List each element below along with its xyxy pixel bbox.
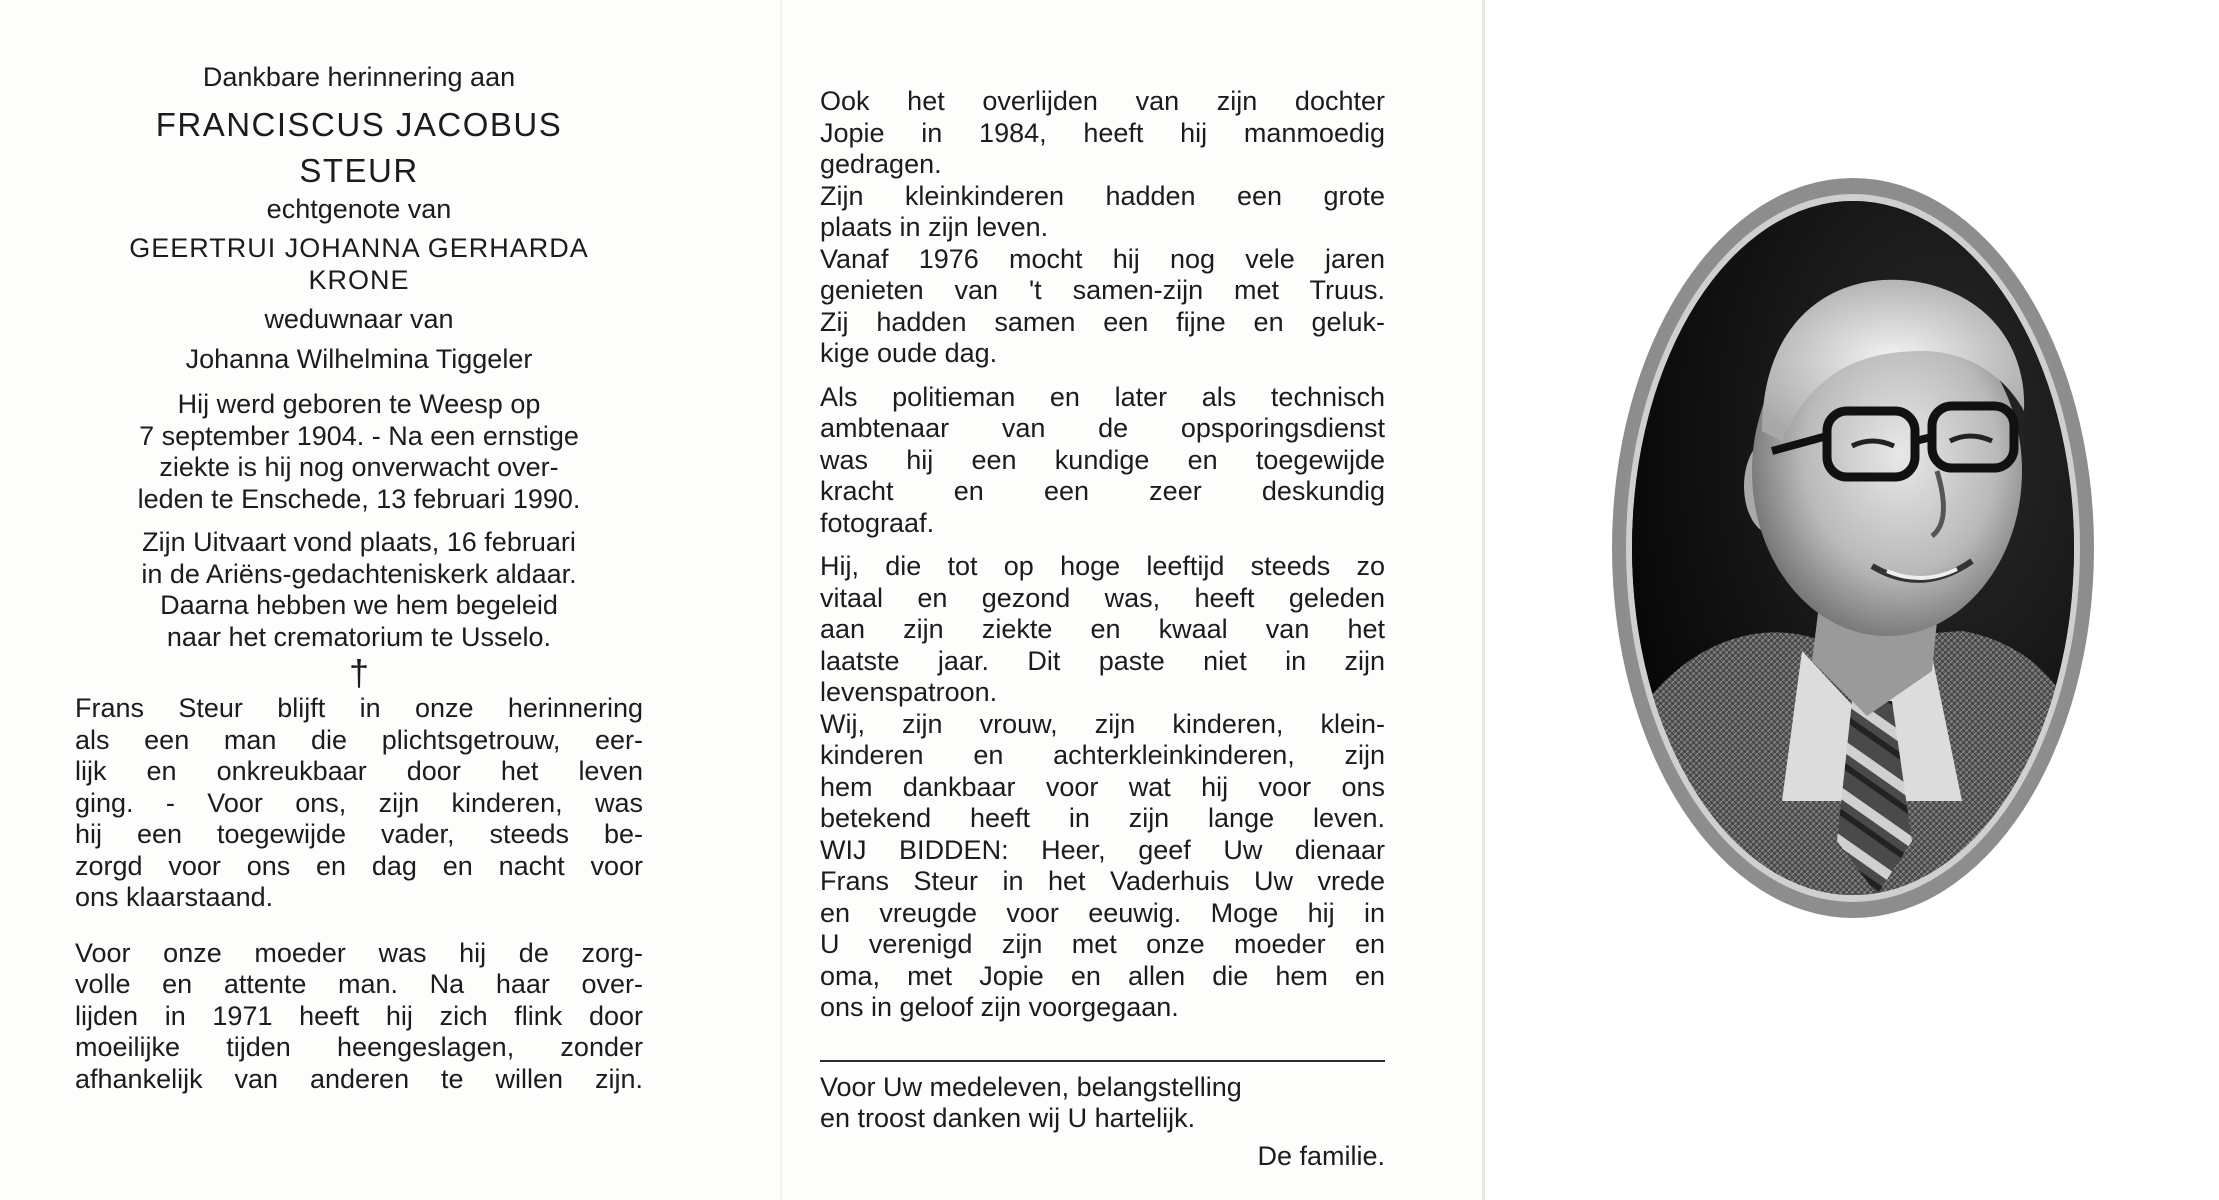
spouse-label: echtgenote van <box>266 193 452 224</box>
text-line: Wij, zijn vrouw, zijn kinderen, klein- <box>820 708 1385 739</box>
family-paragraph <box>820 709 1385 835</box>
deceased-name-line1: FRANCISCUS JACOBUS <box>155 105 563 143</box>
middle-text-column <box>820 86 1385 1172</box>
text-line: hij een toegewijde vader, steeds be- <box>75 819 643 849</box>
text-line: laatste jaar. Dit paste niet in zijn <box>820 645 1385 676</box>
text-line: Frans Steur blijft in onze herinnering <box>75 693 643 723</box>
signature: De familie. <box>1257 1140 1385 1171</box>
text-line: ging. - Voor ons, zijn kinderen, was <box>75 787 643 818</box>
memory-paragraph <box>75 693 643 914</box>
text-line: oma, met Jopie en allen die hem en <box>820 960 1385 991</box>
text-line: Zijn Uitvaart vond plaats, 16 februari <box>142 527 576 557</box>
widower-label: weduwnaar van <box>264 304 454 334</box>
fold-line-right <box>1482 0 1485 1200</box>
text-line: lijden in 1971 heeft hij zich flink door <box>75 1000 643 1031</box>
text-line: ziekte is hij nog onverwacht over- <box>159 452 559 482</box>
text-line: Ook het overlijden van zijn dochter <box>820 86 1385 116</box>
fold-line-left <box>780 0 782 1200</box>
text-line: gedragen. <box>820 149 942 179</box>
text-line: WIJ BIDDEN: Heer, geef Uw dienaar <box>820 834 1385 865</box>
text-line: als een man die plichtsgetrouw, eer- <box>75 724 643 755</box>
portrait-image <box>1632 201 2074 895</box>
text-line: ambtenaar van de opsporingsdienst <box>820 413 1385 443</box>
text-line: afhankelijk van anderen te willen zijn. <box>75 1063 643 1094</box>
text-line: in de Ariëns-gedachteniskerk aldaar. <box>141 558 577 589</box>
spouse-name-line1: GEERTRUI JOHANNA GERHARDA <box>129 233 589 263</box>
text-line: Daarna hebben we hem begeleid <box>160 590 558 620</box>
text-line: aan zijn ziekte en kwaal van het <box>820 614 1385 644</box>
thanks-paragraph <box>820 1072 1385 1135</box>
text-line: Vanaf 1976 mocht hij nog vele jaren <box>820 243 1385 274</box>
text-line: U verenigd zijn met onze moeder en <box>820 929 1385 959</box>
widower-name: Johanna Wilhelmina Tiggeler <box>185 343 533 374</box>
text-line: plaats in zijn leven. <box>820 212 1049 242</box>
left-text-column <box>75 62 643 1095</box>
text-line: leden te Enschede, 13 februari 1990. <box>137 483 581 514</box>
portrait-photo <box>1632 201 2074 895</box>
portrait-oval-frame <box>1612 178 2094 918</box>
text-line: hem dankbaar voor wat hij voor ons <box>820 771 1385 802</box>
text-line: en troost danken wij U hartelijk. <box>820 1103 1196 1133</box>
text-line: kinderen en achterkleinkinderen, zijn <box>820 740 1385 770</box>
text-line: Hij werd geboren te Weesp op <box>177 389 541 419</box>
text-line: moeilijke tijden heengeslagen, zonder <box>75 1032 643 1062</box>
birth-paragraph <box>75 389 643 515</box>
text-line: en vreugde voor eeuwig. Moge hij in <box>820 897 1385 928</box>
prayer-paragraph <box>820 835 1385 1024</box>
text-line: Voor Uw medeleven, belangstelling <box>820 1071 1242 1102</box>
text-line: Als politieman en later als technisch <box>820 381 1385 412</box>
text-line: 7 september 1904. - Na een ernstige <box>139 420 579 451</box>
text-line: genieten van 't samen-zijn met Truus. <box>820 275 1385 305</box>
truus-paragraph <box>820 244 1385 370</box>
text-line: levenspatroon. <box>820 677 998 707</box>
text-line: betekend heeft in zijn lange leven. <box>820 803 1385 833</box>
divider-line <box>820 1060 1385 1062</box>
text-line: Jopie in 1984, heeft hij manmoedig <box>820 117 1385 148</box>
deceased-name-line2: STEUR <box>299 151 419 189</box>
text-line: naar het crematorium te Usselo. <box>166 621 552 652</box>
cross-icon: † <box>348 652 370 693</box>
spouse-name-line2: KRONE <box>308 264 410 295</box>
text-line: kige oude dag. <box>820 338 998 368</box>
text-line: Frans Steur in het Vaderhuis Uw vrede <box>820 866 1385 896</box>
health-paragraph <box>820 551 1385 709</box>
text-line: ons in geloof zijn voorgegaan. <box>820 992 1179 1022</box>
text-line: lijk en onkreukbaar door het leven <box>75 756 643 786</box>
text-line: Voor onze moeder was hij de zorg- <box>75 937 643 968</box>
mother-paragraph <box>75 938 643 1096</box>
daughter-paragraph <box>820 86 1385 181</box>
career-paragraph <box>820 382 1385 540</box>
text-line: volle en attente man. Na haar over- <box>75 969 643 999</box>
text-line: fotograaf. <box>820 507 935 538</box>
text-line: vitaal en gezond was, heeft geleden <box>820 582 1385 613</box>
text-line: Hij, die tot op hoge leeftijd steeds zo <box>820 551 1385 581</box>
text-line: Zijn kleinkinderen hadden een grote <box>820 180 1385 211</box>
text-line: was hij een kundige en toegewijde <box>820 444 1385 475</box>
text-line: kracht en een zeer deskundig <box>820 476 1385 506</box>
grandchildren-paragraph <box>820 181 1385 244</box>
intro-line: Dankbare herinnering aan <box>202 62 516 92</box>
text-line: ons klaarstaand. <box>75 882 274 912</box>
funeral-paragraph <box>75 527 643 653</box>
text-line: zorgd voor ons en dag en nacht voor <box>75 850 643 881</box>
text-line: Zij hadden samen een fijne en geluk- <box>820 306 1385 337</box>
